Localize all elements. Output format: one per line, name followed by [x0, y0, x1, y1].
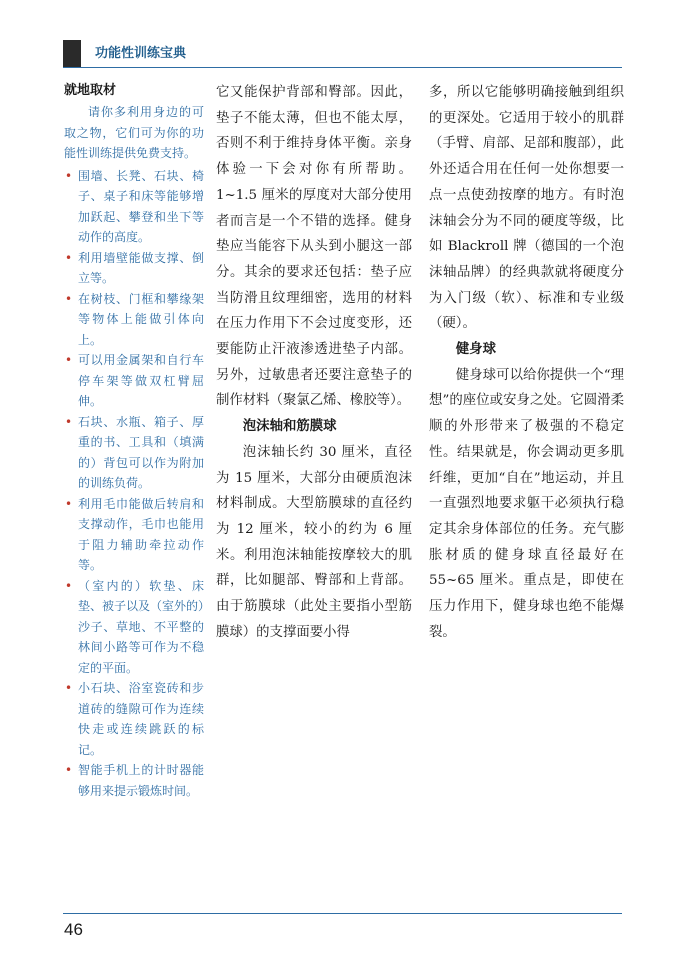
list-item-text: 利用毛巾能做后转肩和支撑动作，毛巾也能用于阻力辅助牵拉动作等。	[78, 496, 204, 572]
body-paragraph: 它又能保护背部和臀部。因此，垫子不能太薄，但也不能太厚，否则不利于维持身体平衡。亲身体验一下会对你有所帮助。1~1.5 厘米的厚度对大部分使用者而言是一个不错的选择。健身垫应当能容下从头到小腿这一部分。其余的要求还包括：垫子应当防滑且纹理细密，选用的材料在压力作用下不会过度变形，还要能防止汗液渗透进垫子内部。另外，过敏患者还要注意垫子的制作材料（聚氯乙烯、橡胶等）。	[216, 85, 412, 409]
list-item-text: 小石块、浴室瓷砖和步道砖的缝隙可作为连续快走或连续跳跃的标记。	[78, 681, 204, 757]
header-color-block	[63, 40, 81, 68]
section-heading-foam-roller: 泡沫轴和筋膜球	[242, 419, 337, 435]
list-item	[64, 350, 204, 412]
bullet-icon: •	[65, 681, 73, 695]
list-item	[64, 248, 204, 289]
list-item-text: 可以用金属架和自行车停车架等做双杠臂屈伸。	[78, 353, 204, 408]
bullet-icon: •	[65, 353, 73, 367]
running-header-title: 功能性训练宝典	[95, 46, 187, 61]
sidebar-list	[64, 166, 204, 802]
bullet-icon: •	[65, 578, 73, 593]
section-heading-fitness-ball: 健身球	[455, 342, 496, 358]
footer-divider	[63, 913, 622, 914]
sidebar-intro: 请你多利用身边的可取之物，它们可为你的功能性训练提供免费支持。	[64, 105, 204, 160]
list-item	[64, 576, 204, 679]
body-paragraph: 多，所以它能够明确接触到组织的更深处。它适用于较小的肌群（手臂、肩部、足部和腹部），此外还适合用在任何一处你想要一点一点使劲按摩的地方。有时泡沫轴会分为不同的硬度等级，比如 Blackroll 牌（德国的一个泡沫轴品牌）的经典款就将硬度分为入门级（软）、标准和专业级（硬）。	[429, 85, 624, 332]
bullet-icon: •	[65, 496, 73, 511]
list-item-text: 围墙、长凳、石块、椅子、桌子和床等能够增加跃起、攀登和坐下等动作的高度。	[78, 168, 204, 244]
bullet-icon: •	[65, 763, 73, 777]
sidebar-title: 就地取材	[64, 83, 117, 98]
bullet-icon: •	[65, 414, 73, 429]
list-item	[64, 289, 204, 351]
list-item	[64, 494, 204, 576]
list-item-text: 智能手机上的计时器能够用来提示锻炼时间。	[78, 763, 204, 798]
sidebar-box	[64, 80, 204, 801]
body-column-middle	[216, 80, 412, 645]
header-divider	[63, 67, 622, 68]
body-column-right	[429, 80, 624, 645]
list-item	[64, 166, 204, 248]
bullet-icon: •	[65, 291, 73, 306]
page-number: 46	[64, 920, 83, 939]
bullet-icon: •	[65, 168, 73, 183]
bullet-icon: •	[65, 250, 73, 265]
list-item-text: 石块、水瓶、箱子、厚重的书、工具和（填满的）背包可以作为附加的训练负荷。	[78, 414, 204, 490]
list-item-text: 在树枝、门框和攀缘架等物体上能做引体向上。	[78, 291, 204, 347]
body-paragraph: 泡沫轴长约 30 厘米，直径为 15 厘米，大部分由硬质泡沫材料制成。大型筋膜球的直径约为 12 厘米，较小的约为 6 厘米。利用泡沫轴能按摩较大的肌群，比如腿部、臀部和上背部。由于筋膜球（此处主要指小型筋膜球）的支撑面要小得	[216, 444, 412, 640]
list-item-text: （室内的）软垫、床垫、被子以及（室外的）沙子、草地、不平整的林间小路等可作为不稳定的平面。	[78, 578, 205, 675]
list-item-text: 利用墙壁能做支撑、倒立等。	[78, 250, 204, 285]
list-item	[64, 678, 204, 760]
list-item	[64, 412, 204, 494]
list-item	[64, 760, 204, 801]
body-paragraph: 健身球可以给你提供一个“理想”的座位或安身之处。它圆滑柔顺的外形带来了极强的不稳定性。结果就是，你会调动更多肌纤维，更加“自在”地运动，并且一直强烈地要求躯干必须执行稳定其余身体部位的任务。充气膨胀材质的健身球直径最好在 55~65 厘米。重点是，即使在压力作用下，健身球也绝不能爆裂。	[429, 367, 624, 640]
